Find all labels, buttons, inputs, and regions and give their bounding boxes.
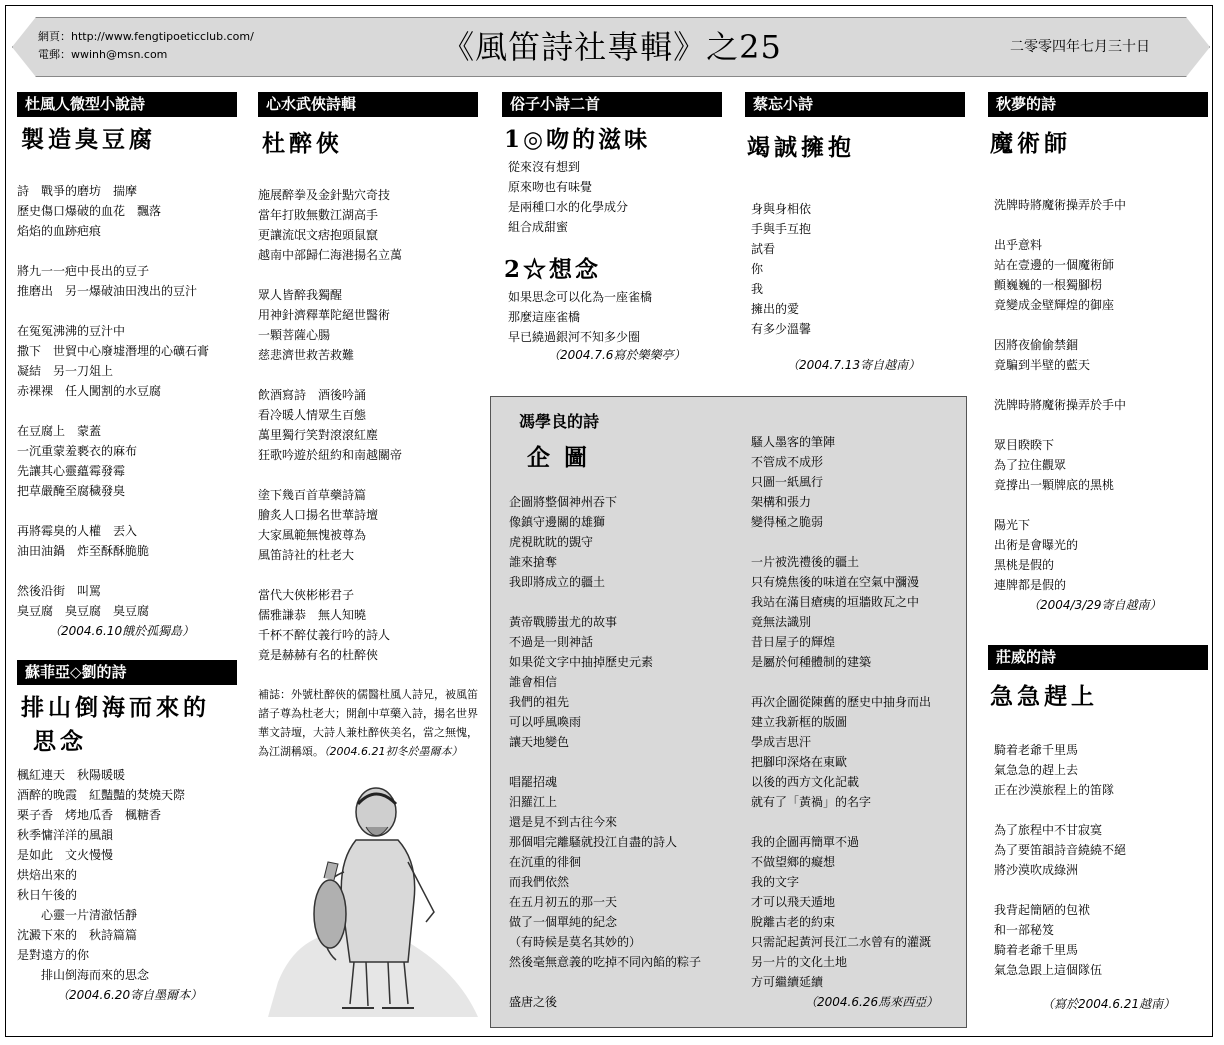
email-text[interactable]: 電郵：wwinh@msn.com: [38, 48, 168, 61]
poem-title: 魔術師: [990, 130, 1071, 157]
poem-line: [17, 501, 237, 521]
poem-signature: （2004.6.26馬來西亞）: [805, 995, 939, 1009]
poem-line: 擁出的愛: [751, 302, 800, 316]
poem-line: 一顆菩薩心腸: [258, 328, 331, 342]
poem-line: 然後沿街 叫罵: [17, 584, 102, 598]
poem-line: 一沉重蒙羞褻衣的麻布: [17, 444, 138, 458]
poem-line: 唱罷招魂: [509, 775, 558, 789]
poem-line: 為了要笛韻詩音繞繞不絕: [994, 843, 1127, 857]
poem-line: [509, 972, 701, 992]
poem-body: [17, 765, 237, 985]
poem-line: 黃帝戰勝蚩尤的故事: [509, 615, 618, 629]
poem-line: 我的企圖再簡單不過: [751, 835, 860, 849]
poem-body: [258, 185, 478, 665]
poem-line: 在豆腐上 蒙蓋: [17, 424, 102, 438]
poem-line: [994, 415, 1208, 435]
poem-line: 再將霉臭的人權 丟入: [17, 524, 138, 538]
poem-line: 撒下 世貿中心廢墟潛埋的心礦石膏: [17, 344, 210, 358]
poem-line: 虎視眈眈的覬守: [509, 535, 594, 549]
poem-line: 竟變成金壁輝煌的御座: [994, 298, 1115, 312]
poem-body: [988, 195, 1208, 595]
poem-line: 企圖將整個神州吞下: [509, 495, 618, 509]
poem-line: 如果從文字中抽掉歷史元素: [509, 655, 654, 669]
poem-body: [502, 157, 722, 237]
poem-line: 歷史傷口爆破的血花 飄落: [17, 204, 162, 218]
poem-signature: （2004.6.20寄自墨爾本）: [57, 988, 203, 1002]
poem-line: 變得極之脆弱: [751, 515, 824, 529]
poem-signature: （寫於2004.6.21越南）: [1042, 997, 1176, 1011]
poem-line: 風笛詩社的杜老大: [258, 548, 355, 562]
poem-line: 我即將成立的疆土: [509, 575, 606, 589]
poem-line: 只需記起黃河長江二水曾有的灌溉: [751, 935, 932, 949]
poem-line: 洗牌時將魔術操弄於手中: [994, 198, 1127, 212]
poem-signature: （2004.6.21初冬於墨爾本）: [324, 745, 463, 758]
poem-line: 儒雅謙恭 無人知曉: [258, 608, 367, 622]
poem-line: 油田油鍋 炸至酥酥脆脆: [17, 544, 150, 558]
poem-line: 萬里獨行笑對滾滾紅塵: [258, 428, 379, 442]
poem-line: 是對遠方的你: [17, 948, 90, 962]
poem-line: 我: [751, 282, 764, 296]
poem-line: 在沉重的徘徊: [509, 855, 582, 869]
poem-body: [17, 181, 237, 621]
poem-line: [17, 301, 237, 321]
poem-line: 我們的祖先: [509, 695, 570, 709]
poem-line: 就有了「黃禍」的名字: [751, 795, 872, 809]
column-5: [988, 92, 1208, 615]
poem-line: 把腳印深烙在東歐: [751, 755, 848, 769]
column-1-section-2: [17, 660, 237, 1005]
poem-line: 因將夜偷偷禁錮: [994, 338, 1079, 352]
poem-line: 誰來搶奪: [509, 555, 558, 569]
poem-title: [21, 691, 237, 759]
poem-line: 站在壹邊的一個魔術師: [994, 258, 1115, 272]
poem-line: 栗子香 烤地瓜香 楓糖香: [17, 808, 162, 822]
poem-line: [994, 880, 1208, 900]
column-5-section-2: [988, 645, 1208, 1014]
poem-title-line: 排山倒海而來的: [21, 694, 210, 721]
poem-line: 在冤冤沸沸的豆汁中: [17, 324, 126, 338]
poem-line: 然後毫無意義的吃掉不同內餡的粽子: [509, 955, 702, 969]
poem-line: 心靈一片清澈恬靜: [17, 908, 138, 922]
poem-line: 還是見不到古往今來: [509, 815, 618, 829]
poem-line: 汨羅江上: [509, 795, 558, 809]
poem-title: 1◎吻的滋味: [504, 126, 651, 153]
poem-body-right: [751, 432, 931, 992]
poem-line: 我背起簡陋的包袱: [994, 903, 1091, 917]
poem-line: 誰會相信: [509, 675, 558, 689]
poem-line: 組合成甜蜜: [508, 220, 569, 234]
poem-line: 是如此 文火慢慢: [17, 848, 114, 862]
poem-line: 施展醉拳及金針點穴奇技: [258, 188, 391, 202]
poem-line: 將九一一疤中長出的豆子: [17, 264, 150, 278]
poem-line: 竟無法識別: [751, 615, 812, 629]
poem-line: 推磨出 另一爆破油田洩出的豆汁: [17, 284, 198, 298]
poem-line: [994, 215, 1208, 235]
poem-line: 臭豆腐 臭豆腐 臭豆腐: [17, 604, 150, 618]
poem-line: 氣急急跟上這個隊伍: [994, 963, 1103, 977]
website-text[interactable]: 網頁：http://www.fengtipoeticclub.com/: [38, 30, 254, 43]
poem-line: 只圖一紙風行: [751, 475, 824, 489]
poem-line: 沈澱下來的 秋詩篇篇: [17, 928, 138, 942]
poem-line: 我站在滿目瘡痍的垣牆敗瓦之中: [751, 595, 920, 609]
poem-line: 從來沒有想到: [508, 160, 581, 174]
poem-line: 竟騙到半壁的藍天: [994, 358, 1091, 372]
section-heading: 秋夢的詩: [988, 92, 1208, 117]
poem-line: 方可繼續延續: [751, 975, 824, 989]
poem-line: [994, 375, 1208, 395]
poem-line: 塗下幾百首草藥詩篇: [258, 488, 367, 502]
poem-body: [502, 287, 722, 347]
poem-line: 越南中部歸仁海港揚名立萬: [258, 248, 403, 262]
poem-line: 在五月初五的那一天: [509, 895, 618, 909]
poem-line: 眾人皆醉我獨醒: [258, 288, 343, 302]
poem-line: 和一部秘笈: [994, 923, 1055, 937]
poem-line: 酒醉的晚霞 紅豔豔的焚燒天際: [17, 788, 186, 802]
poem-line: 架構和張力: [751, 495, 812, 509]
poem-line: [258, 465, 478, 485]
poem-line: 是兩種口水的化學成分: [508, 200, 629, 214]
poem-line: （有時候是莫名其妙的）: [509, 935, 642, 949]
panel-heading: 馮學良的詩: [519, 412, 600, 431]
note-text: 補誌：外號杜醉俠的儒醫杜風人詩兄，被風笛諸子尊為杜老大；開創中草藥入詩，揚名世界華文詩壇，大詩人兼杜醉俠美名，當之無愧，為江湖稱頌。: [258, 688, 478, 758]
poem-signature: （2004/3/29寄自越南）: [1028, 598, 1162, 612]
poem-line: 是屬於何種體制的建築: [751, 655, 872, 669]
poem-line: 以後的西方文化記載: [751, 775, 860, 789]
poem-line: 秋日午後的: [17, 888, 78, 902]
poem-line: 才可以飛天遁地: [751, 895, 836, 909]
poem-line: 烘焙出來的: [17, 868, 78, 882]
section-heading: 蘇菲亞◇劉的詩: [17, 660, 237, 685]
poem-line: 當代大俠彬彬君子: [258, 588, 355, 602]
poem-line: [994, 315, 1208, 335]
poem-line: 學成吉思汗: [751, 735, 812, 749]
poem-line: [994, 800, 1208, 820]
poem-line: 當年打敗無數江湖高手: [258, 208, 379, 222]
poem-body: [988, 740, 1208, 980]
poem-body: [745, 199, 965, 339]
poem-line: 膾炙人口揚名世華詩壇: [258, 508, 379, 522]
poem-line: [17, 561, 237, 581]
column-2: [258, 92, 478, 761]
poem-line: 洗牌時將魔術操弄於手中: [994, 398, 1127, 412]
poem-line: 你: [751, 262, 764, 276]
poem-line: 不過是一則神話: [509, 635, 594, 649]
poem-line: 試看: [751, 242, 776, 256]
poem-line: 把草嚴醃至腐穢發臭: [17, 484, 126, 498]
poem-line: 身與身相依: [751, 202, 812, 216]
poem-line: 看冷暖人情眾生百態: [258, 408, 367, 422]
poem-line: [17, 401, 237, 421]
section-heading: 蔡忘小詩: [745, 92, 965, 117]
poem-line: 讓天地變色: [509, 735, 570, 749]
section-heading: 莊威的詩: [988, 645, 1208, 670]
poem-line: 秋季慵洋洋的風韻: [17, 828, 114, 842]
poem-line: 一片被洗禮後的疆土: [751, 555, 860, 569]
poet-portrait-illustration: [258, 782, 486, 1022]
page-title: 《風笛詩社專輯》之25: [442, 28, 782, 66]
section-heading: 心水武俠詩輯: [258, 92, 478, 117]
poem-line: 騷人墨客的筆陣: [751, 435, 836, 449]
feature-panel: [490, 396, 967, 1028]
poem-line: 脫離古老的約束: [751, 915, 836, 929]
section-heading: 杜風人微型小說詩: [17, 92, 237, 117]
poem-line: 顫巍巍的一根獨腳枴: [994, 278, 1103, 292]
poem-line: 大家風範無愧被尊為: [258, 528, 367, 542]
poem-line: [258, 365, 478, 385]
poem-line: 再次企圖從陳舊的歷史中抽身而出: [751, 695, 932, 709]
poem-line: 正在沙漠旅程上的笛隊: [994, 783, 1115, 797]
poem-line: 可以呼風喚雨: [509, 715, 582, 729]
poem-line: 眾目睽睽下: [994, 438, 1055, 452]
poem-line: 用神針濟釋華陀絕世醫術: [258, 308, 391, 322]
poem-line: 詩 戰爭的磨坊 揣摩: [17, 184, 138, 198]
poem-line: 狂歌吟遊於紐約和南越關帝: [258, 448, 403, 462]
poem-line: 出術是會曝光的: [994, 538, 1079, 552]
column-4: [745, 92, 965, 375]
column-3: [502, 92, 722, 365]
poem-line: 原來吻也有味覺: [508, 180, 593, 194]
issue-date: 二零零四年七月三十日: [1010, 39, 1150, 55]
poem-line: [258, 565, 478, 585]
poem-title: 企圖: [527, 444, 601, 471]
poem-title: 2☆想念: [504, 256, 602, 283]
poem-line: 陽光下: [994, 518, 1031, 532]
poem-line: 竟撐出一顆牌底的黑桃: [994, 478, 1115, 492]
poem-line: 為了拉住觀眾: [994, 458, 1067, 472]
poem-line: 楓紅連天 秋陽暖暖: [17, 768, 126, 782]
poem-line: [509, 752, 701, 772]
poem-line: 竟是赫赫有名的杜醉俠: [258, 648, 379, 662]
section-heading: 俗子小詩二首: [502, 92, 722, 117]
poem-line: 不做望鄉的癡想: [751, 855, 836, 869]
poem-line: 我的文字: [751, 875, 800, 889]
poem-signature: （2004.6.10餓於孤獨島）: [49, 624, 195, 638]
poem-line: [751, 812, 931, 832]
poem-line: 只有燒焦後的味道在空氣中瀰漫: [751, 575, 920, 589]
poem-line: 不管成不成形: [751, 455, 824, 469]
poem-line: 排山倒海而來的思念: [17, 968, 150, 982]
poem-line: 騎着老爺千里馬: [994, 743, 1079, 757]
poem-title: 製造臭豆腐: [21, 126, 156, 153]
poem-line: 為了旅程中不甘寂寞: [994, 823, 1103, 837]
poem-line: 盛唐之後: [509, 995, 558, 1009]
poem-note: [258, 685, 478, 761]
poem-line: 有多少溫馨: [751, 322, 812, 336]
poem-line: 將沙漠吹成綠洲: [994, 863, 1079, 877]
poem-line: 氣急急的趕上去: [994, 763, 1079, 777]
poem-line: 連牌都是假的: [994, 578, 1067, 592]
poem-line: 赤裸裸 任人闖割的水豆腐: [17, 384, 162, 398]
poem-line: 另一片的文化土地: [751, 955, 848, 969]
poem-line: [751, 532, 931, 552]
poem-line: [258, 265, 478, 285]
poem-line: 建立我新框的版圖: [751, 715, 848, 729]
poem-line: 早已繞過銀河不知多少圈: [508, 330, 641, 344]
poem-line: 焰焰的血跡疤痕: [17, 224, 102, 238]
poem-line: 那麼這座雀橋: [508, 310, 581, 324]
poem-line: 手與手互抱: [751, 222, 812, 236]
poem-title-line: 思念: [33, 728, 87, 755]
poem-line: 黑桃是假的: [994, 558, 1055, 572]
poem-line: [751, 672, 931, 692]
poem-signature: （2004.7.13寄自越南）: [787, 358, 921, 372]
poem-line: 如果思念可以化為一座雀橋: [508, 290, 653, 304]
poem-title: 杜醉俠: [262, 130, 343, 157]
poem-line: 那個唱完離騷就投江自盡的詩人: [509, 835, 678, 849]
poem-body-left: [509, 492, 701, 1012]
poem-line: 慈悲濟世救苦救難: [258, 348, 355, 362]
poem-line: 千杯不醉仗義行吟的詩人: [258, 628, 391, 642]
poem-line: 更讓流氓文痞抱頭鼠竄: [258, 228, 379, 242]
poem-line: [509, 592, 701, 612]
poem-signature: （2004.7.6寫於樂樂亭）: [548, 348, 686, 362]
poem-line: 凝結 另一刀俎上: [17, 364, 114, 378]
poem-line: 騎着老爺千里馬: [994, 943, 1079, 957]
poem-line: 昔日屋子的輝煌: [751, 635, 836, 649]
poem-line: 像鎮守邊關的雄獅: [509, 515, 606, 529]
poem-line: 先讓其心靈蘊霉發霉: [17, 464, 126, 478]
column-1: [17, 92, 237, 641]
poem-line: [17, 241, 237, 261]
poem-line: 出乎意料: [994, 238, 1043, 252]
poem-line: 飲酒寫詩 酒後吟誦: [258, 388, 367, 402]
poem-title: 急急趕上: [990, 683, 1098, 710]
poem-title: 竭誠擁抱: [747, 134, 855, 161]
poem-line: 做了一個單純的紀念: [509, 915, 618, 929]
poem-line: 而我們依然: [509, 875, 570, 889]
poem-line: [994, 495, 1208, 515]
